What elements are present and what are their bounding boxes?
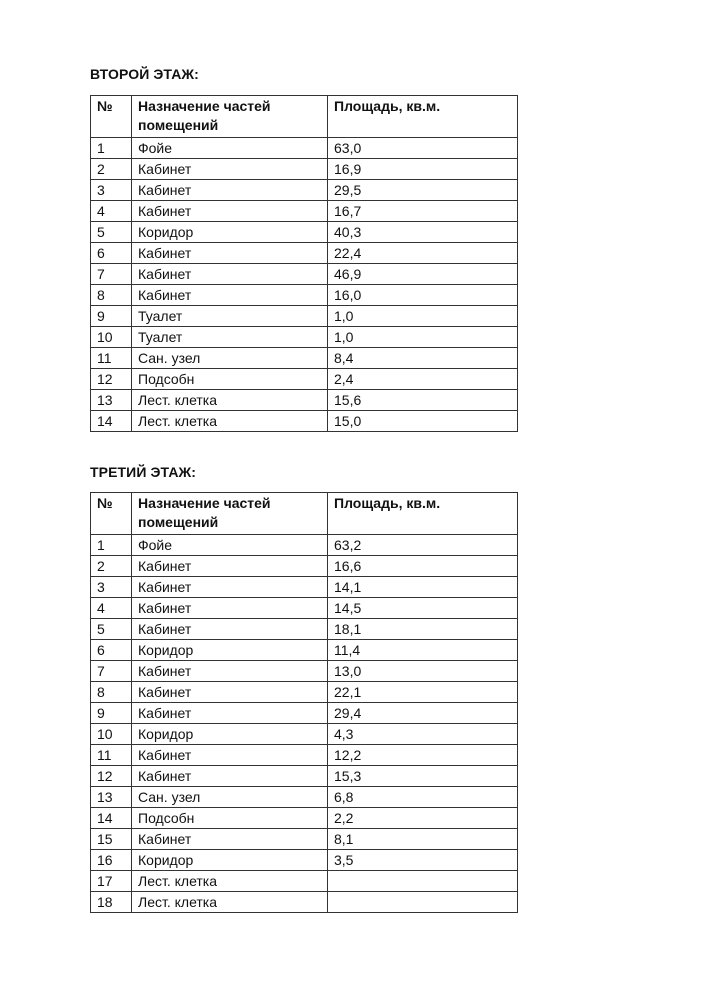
cell-number: 3	[91, 180, 132, 201]
cell-number: 14	[91, 411, 132, 432]
cell-purpose: Кабинет	[132, 682, 328, 703]
cell-area: 16,7	[328, 201, 518, 222]
cell-area: 63,2	[328, 535, 518, 556]
cell-purpose: Кабинет	[132, 829, 328, 850]
table-row	[91, 640, 518, 661]
cell-area: 15,6	[328, 390, 518, 411]
cell-area: 12,2	[328, 745, 518, 766]
cell-number: 11	[91, 745, 132, 766]
cell-area: 6,8	[328, 787, 518, 808]
header-area: Площадь, кв.м.	[328, 493, 518, 535]
cell-number: 1	[91, 535, 132, 556]
cell-area: 18,1	[328, 619, 518, 640]
header-purpose: Назначение частей помещений	[132, 96, 328, 138]
table-body	[91, 535, 518, 913]
table-row	[91, 766, 518, 787]
cell-purpose: Фойе	[132, 138, 328, 159]
cell-number: 15	[91, 829, 132, 850]
cell-number: 7	[91, 264, 132, 285]
cell-purpose: Кабинет	[132, 243, 328, 264]
cell-purpose: Кабинет	[132, 703, 328, 724]
table-row	[91, 682, 518, 703]
cell-number: 3	[91, 577, 132, 598]
cell-purpose: Кабинет	[132, 264, 328, 285]
cell-number: 10	[91, 724, 132, 745]
table-body	[91, 138, 518, 432]
cell-number: 13	[91, 787, 132, 808]
cell-number: 17	[91, 871, 132, 892]
table-row	[91, 577, 518, 598]
cell-number: 6	[91, 640, 132, 661]
cell-area: 1,0	[328, 306, 518, 327]
cell-area: 3,5	[328, 850, 518, 871]
table-row	[91, 661, 518, 682]
cell-purpose: Коридор	[132, 724, 328, 745]
cell-purpose: Кабинет	[132, 556, 328, 577]
cell-purpose: Кабинет	[132, 619, 328, 640]
cell-purpose: Лест. клетка	[132, 411, 328, 432]
cell-purpose: Кабинет	[132, 766, 328, 787]
header-area: Площадь, кв.м.	[328, 96, 518, 138]
table-row	[91, 390, 518, 411]
cell-purpose: Кабинет	[132, 661, 328, 682]
table-row	[91, 369, 518, 390]
cell-area: 13,0	[328, 661, 518, 682]
cell-area: 8,1	[328, 829, 518, 850]
cell-area	[328, 871, 518, 892]
cell-area: 16,0	[328, 285, 518, 306]
table-row	[91, 222, 518, 243]
header-purpose: Назначение частей помещений	[132, 493, 328, 535]
cell-number: 8	[91, 682, 132, 703]
cell-number: 5	[91, 222, 132, 243]
cell-number: 14	[91, 808, 132, 829]
table-row	[91, 598, 518, 619]
table-row	[91, 808, 518, 829]
cell-area: 63,0	[328, 138, 518, 159]
table-header-row	[91, 96, 518, 138]
cell-purpose: Сан. узел	[132, 787, 328, 808]
table-row	[91, 724, 518, 745]
cell-area: 14,5	[328, 598, 518, 619]
cell-number: 7	[91, 661, 132, 682]
table-row	[91, 892, 518, 913]
cell-number: 12	[91, 369, 132, 390]
table-row	[91, 264, 518, 285]
table-row	[91, 243, 518, 264]
table-row	[91, 180, 518, 201]
cell-area: 4,3	[328, 724, 518, 745]
cell-number: 8	[91, 285, 132, 306]
cell-purpose: Кабинет	[132, 180, 328, 201]
cell-number: 10	[91, 327, 132, 348]
cell-number: 6	[91, 243, 132, 264]
table-row	[91, 535, 518, 556]
cell-area: 46,9	[328, 264, 518, 285]
cell-area	[328, 892, 518, 913]
cell-number: 9	[91, 306, 132, 327]
cell-area: 1,0	[328, 327, 518, 348]
cell-area: 8,4	[328, 348, 518, 369]
cell-purpose: Кабинет	[132, 285, 328, 306]
cell-area: 16,6	[328, 556, 518, 577]
cell-area: 22,4	[328, 243, 518, 264]
cell-number: 16	[91, 850, 132, 871]
cell-purpose: Кабинет	[132, 745, 328, 766]
table-row	[91, 787, 518, 808]
table-row	[91, 159, 518, 180]
cell-area: 15,0	[328, 411, 518, 432]
cell-purpose: Коридор	[132, 222, 328, 243]
cell-number: 2	[91, 159, 132, 180]
cell-number: 4	[91, 598, 132, 619]
table-row	[91, 850, 518, 871]
cell-purpose: Коридор	[132, 640, 328, 661]
cell-number: 2	[91, 556, 132, 577]
table-row	[91, 348, 518, 369]
rooms-table-floor-2	[90, 95, 518, 432]
cell-purpose: Кабинет	[132, 577, 328, 598]
cell-purpose: Лест. клетка	[132, 390, 328, 411]
table-row	[91, 703, 518, 724]
cell-area: 14,1	[328, 577, 518, 598]
table-row	[91, 556, 518, 577]
cell-purpose: Туалет	[132, 327, 328, 348]
cell-number: 12	[91, 766, 132, 787]
rooms-table-floor-3	[90, 492, 518, 913]
cell-area: 16,9	[328, 159, 518, 180]
table-row	[91, 327, 518, 348]
table-row	[91, 619, 518, 640]
table-row	[91, 411, 518, 432]
cell-purpose: Кабинет	[132, 201, 328, 222]
cell-purpose: Сан. узел	[132, 348, 328, 369]
table-row	[91, 285, 518, 306]
table-header-row	[91, 493, 518, 535]
cell-purpose: Кабинет	[132, 598, 328, 619]
section-title-floor-2: ВТОРОЙ ЭТАЖ:	[90, 66, 199, 82]
cell-purpose: Лест. клетка	[132, 892, 328, 913]
table-row	[91, 745, 518, 766]
cell-area: 29,4	[328, 703, 518, 724]
cell-area: 29,5	[328, 180, 518, 201]
table-row	[91, 306, 518, 327]
cell-number: 5	[91, 619, 132, 640]
cell-area: 11,4	[328, 640, 518, 661]
section-title-floor-3: ТРЕТИЙ ЭТАЖ:	[90, 464, 197, 480]
table-row	[91, 201, 518, 222]
cell-purpose: Коридор	[132, 850, 328, 871]
cell-purpose: Лест. клетка	[132, 871, 328, 892]
table-row	[91, 138, 518, 159]
table-row	[91, 829, 518, 850]
cell-area: 40,3	[328, 222, 518, 243]
cell-purpose: Туалет	[132, 306, 328, 327]
table-row	[91, 871, 518, 892]
cell-area: 15,3	[328, 766, 518, 787]
cell-number: 11	[91, 348, 132, 369]
cell-purpose: Подсобн	[132, 808, 328, 829]
cell-purpose: Кабинет	[132, 159, 328, 180]
cell-area: 2,4	[328, 369, 518, 390]
header-number: №	[91, 493, 132, 535]
cell-area: 2,2	[328, 808, 518, 829]
cell-area: 22,1	[328, 682, 518, 703]
cell-number: 4	[91, 201, 132, 222]
header-number: №	[91, 96, 132, 138]
cell-number: 9	[91, 703, 132, 724]
cell-number: 1	[91, 138, 132, 159]
cell-number: 13	[91, 390, 132, 411]
cell-purpose: Фойе	[132, 535, 328, 556]
cell-purpose: Подсобн	[132, 369, 328, 390]
cell-number: 18	[91, 892, 132, 913]
